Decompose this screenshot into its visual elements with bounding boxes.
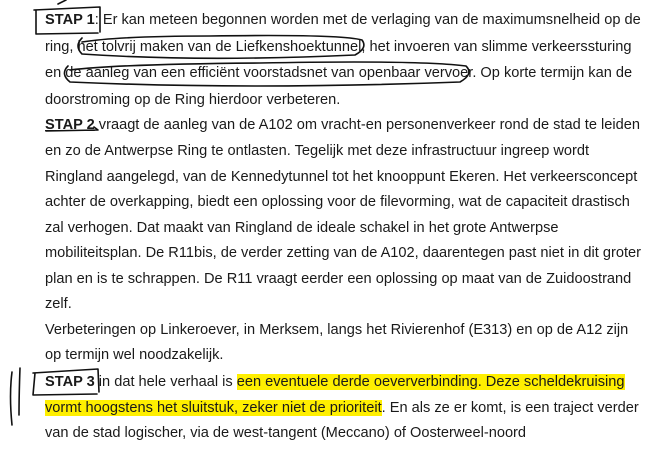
stap3-line-1: STAP 3 in dat hele verhaal is een eventuele derde oeververbinding. Deze scheldekruising [45,374,625,390]
stap2-line-4: achter de overkapping, biedt een oplossing voor de filevorming, wat de capaciteit drastisch [45,194,630,210]
stap3-line-2: vormt hoogstens het sluitstuk, zeker niet de prioriteit. En als ze er komt, is een traject verder [45,400,639,416]
stap2-line-5: zal verhogen. Dat maakt van Ringland de ideale schakel in het grote Antwerpse [45,220,559,236]
stap1-label: STAP 1 [45,12,95,28]
stap1-line-4: doorstroming op de Ring hierdoor verbeteren. [45,92,341,108]
stap1-line-1: STAP 1: Er kan meteen begonnen worden met de verlaging van de maximumsnelheid op de [45,12,641,28]
stap1-line-2: ring, het tolvrij maken van de Liefkenshoektunnel, het invoeren van slimme verkeerssturing [45,39,632,55]
margin-line-1 [11,372,13,425]
margin-line-2 [19,368,20,415]
pen-stroke-top [58,0,66,4]
stap2-line-7: plan en is te schrappen. De R11 vraagt eerder een oplossing op maat van de Zuidoostrand [45,271,632,287]
stap3-line-3: van de stad logischer, via de west-tangent (Meccano) of Oosterweel-noord [45,425,527,441]
circled-liefkenshoektunnel: het tolvrij maken van de Liefkenshoektunnel, [77,39,366,55]
stap2-line-8: zelf. [45,296,72,312]
circled-voorstadsnet: de aanleg van een efficiënt voorstadsnet van openbaar vervoer. [65,65,477,81]
verbeteringen-line-1: Verbeteringen op Linkeroever, in Merksem, langs het Rivierenhof (E313) en op de A12 zijn [45,322,629,338]
stap2-line-1: STAP 2 vraagt de aanleg van de A102 om vracht-en personenverkeer rond de stad te leiden [45,117,640,133]
stap2-line-2: en zo de Antwerpse Ring te ontlasten. Tegelijk met deze infrastructuur ingreep wordt [45,143,590,159]
highlight-1: een eventuele derde oeververbinding. Deze scheldekruising [236,374,625,390]
verbeteringen-line-2: op termijn wel noodzakelijk. [45,347,224,363]
stap1-line-3: en de aanleg van een efficiënt voorstadsnet van openbaar vervoer. Op korte termijn kan de [45,65,633,81]
stap2-line-3: Ringland aangelegd, van de Kennedytunnel tot het knooppunt Ekeren. Het verkeersconcept [45,169,638,185]
stap2-label: STAP 2 [45,117,95,133]
stap3-label: STAP 3 [45,374,95,390]
highlight-2: vormt hoogstens het sluitstuk, zeker niet de prioriteit [45,400,382,416]
stap2-line-6: mobiliteitsplan. De R11bis, de verder zetting van de A102, daarentegen past niet in dit groter [45,245,642,261]
